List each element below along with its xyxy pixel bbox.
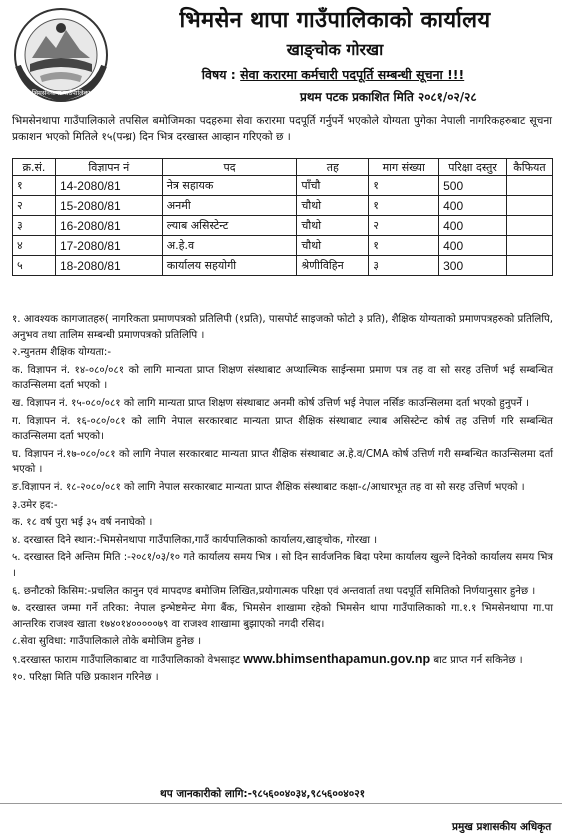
cell-count: १	[369, 176, 439, 196]
subject-text: सेवा करारमा कर्मचारी पदपूर्ति सम्बन्धी सूचना !!!	[240, 67, 465, 82]
form-availability	[12, 652, 553, 669]
cell-remark	[506, 176, 552, 196]
cell-fee: 400	[439, 216, 507, 236]
subject-prefix: विषय :	[201, 67, 241, 82]
officer-signature: प्रमुख प्रशासकीय अधिकृत	[452, 821, 552, 833]
cell-post: अ.हे.व	[162, 236, 297, 256]
publication-date: प्रथम पटक प्रकाशित मिति २०८१/०२/२८	[300, 90, 477, 104]
cell-post: ल्याब असिस्टेन्ट	[162, 216, 297, 236]
header-post: पद	[162, 159, 297, 176]
qualification-ga: ग. विज्ञापन नं. १६-०८०/०८१ को लागि नेपाल सरकारबाट मान्यता प्राप्त शैक्षिक संस्थाबाट ल्याब असिस्टेन्ट कोर्ष तह उत्तिर्ण गरि सम्बन्धित काउन्सिलमा दर्ता भएको।	[12, 415, 553, 443]
cell-level: पाँचौ	[297, 176, 369, 196]
cell-count: ३	[369, 256, 439, 276]
cell-level: चौथो	[297, 196, 369, 216]
divider	[0, 803, 562, 804]
header-level: तह	[297, 159, 369, 176]
cell-remark	[506, 216, 552, 236]
vacancy-table	[12, 158, 553, 276]
cell-fee: 300	[439, 256, 507, 276]
cell-count: १	[369, 196, 439, 216]
header-sn: क्र.सं.	[13, 159, 56, 176]
qualification-heading: २.न्युनतम शैक्षिक योग्यता:-	[12, 347, 112, 359]
office-location: खाङ्चोक गोरखा	[286, 40, 384, 59]
required-documents: १. आवश्यक कागजातहरु( नागरिकता प्रमाणपत्रको प्रतिलिपी (१प्रति), पासपोर्ट साइजको फोटो ३ प्रति), शैक्षिक योग्यताको प्रमाणपत्रहरुको प्रतिलिपि, अनुभव तथा तालिम सम्बन्धी प्रमाणपत्रको प्रतिलिपि ।	[12, 314, 553, 341]
payment-method: ७. दरखास्त जम्मा गर्ने तरिका: नेपाल इन्भेष्टमेन्ट मेगा बैंक, भिमसेन शाखामा रहेको भिमसेन थापा गाउँपालिकाको गा.१.१ भिमसेनथापा गा.पा आन्तरिक राजश्व खाता १७४०१४०००००७९ वा राजश्व शाखामा बुझाएको नगदी रसिद।	[12, 603, 553, 630]
intro-paragraph: भिमसेनथापा गाउँपालिकाले तपसिल बमोजिमका पदहरुमा सेवा करारमा पदपूर्ति गर्नुपर्ने भएकोले योग्यता पुगेका नेपाली नागरिकहरुबाट सूचना प्रकाशन भएको मितिले १५(पन्ध्र) दिन भित्र दरखास्त आव्हान गरिएको छ ।	[12, 115, 552, 143]
qualification-nga: ङ.विज्ञापन नं. १८-२०८०/०८१ को लागि नेपाल सरकारबाट मान्यता प्राप्त शैक्षिक संस्थाबाट कक्षा-८/आधारभूत तह वा सो सरह उत्तिर्ण भएको ।	[12, 481, 525, 493]
notice-body	[12, 312, 553, 688]
cell-count: २	[369, 216, 439, 236]
website-link[interactable]: www.bhimsenthapamun.gov.np	[243, 651, 431, 666]
header-ad-no: विज्ञापन नं	[55, 159, 162, 176]
form-text-pre: ९.दरखास्त फाराम गाउँपालिकाबाट वा गाउँपालिकाको वेभसाइट	[12, 654, 244, 666]
qualification-kha: ख. विज्ञापन नं. १५-०८०/०८१ को लागि मान्यता प्राप्त शिक्षण संस्थाबाट अनमी कोर्ष उत्तिर्ण भई नेपाल नर्सिङ काउन्सिलमा दर्ता भएको हुनुपर्ने ।	[12, 397, 530, 409]
cell-sn: ५	[13, 256, 56, 276]
table-row	[13, 236, 553, 256]
municipality-logo	[10, 6, 112, 104]
application-place: ४. दरखास्त दिने स्थान:-भिमसेनथापा गाउँपालिका,गाउँ कार्यपालिकाको कार्यालय,खाङ्चोक, गोरखा ।	[12, 534, 378, 546]
cell-ad-no: 16-2080/81	[55, 216, 162, 236]
cell-ad-no: 18-2080/81	[55, 256, 162, 276]
age-limit: क. १८ वर्ष पुरा भई ३५ वर्ष ननाघेको ।	[12, 517, 153, 529]
table-row	[13, 216, 553, 236]
cell-sn: ३	[13, 216, 56, 236]
cell-post: नेत्र सहायक	[162, 176, 297, 196]
header-remark: कैफियत	[506, 159, 552, 176]
qualification-ka: क. विज्ञापन नं. १४-०८०/०८१ को लागि मान्यता प्राप्त शिक्षण संस्थाबाट अप्थाल्मिक साईन्समा प्रमाण पत्र तह वा सो सरह उत्तिर्ण भई सम्बन्धित काउन्सिलमा दर्ता भएको ।	[12, 364, 553, 392]
cell-sn: १	[13, 176, 56, 196]
cell-sn: ४	[13, 236, 56, 256]
header-fee: परिक्षा दस्तुर	[439, 159, 507, 176]
office-title: भिमसेन थापा गाउँपालिकाको कार्यालय	[179, 8, 491, 33]
cell-level: चौथो	[297, 236, 369, 256]
cell-fee: 500	[439, 176, 507, 196]
letterhead	[0, 0, 562, 108]
header-count: माग संख्या	[369, 159, 439, 176]
cell-sn: २	[13, 196, 56, 216]
exam-date-note: १०. परिक्षा मिति पछि प्रकाशन गरिनेछ ।	[12, 672, 159, 684]
table-header-row	[13, 159, 553, 176]
application-deadline: ५. दरखास्त दिने अन्तिम मिति :-२०८१/०३/१० गते कार्यालय समय भित्र । सो दिन सार्वजनिक बिदा परेमा कार्यालय खुल्ने दिनेको कार्यालय समय भित्र ।	[12, 552, 553, 579]
cell-ad-no: 14-2080/81	[55, 176, 162, 196]
form-text-post: बाट प्राप्त गर्न सकिनेछ ।	[430, 654, 523, 666]
age-heading: ३.उमेर हद:-	[12, 499, 58, 511]
cell-ad-no: 15-2080/81	[55, 196, 162, 216]
table-row	[13, 256, 553, 276]
cell-post: कार्यालय सहयोगी	[162, 256, 297, 276]
cell-post: अनमी	[162, 196, 297, 216]
selection-method: ६. छनौटको किसिम:-प्रचलित कानुन एवं मापदण्ड बमोजिम लिखित,प्रयोगात्मक परिक्षा एवं अन्तवार्ता तथा पदपूर्ति समितिको निर्णयानुसार हुनेछ ।	[12, 585, 536, 597]
table-row	[13, 196, 553, 216]
cell-remark	[506, 256, 552, 276]
cell-level: चौथो	[297, 216, 369, 236]
benefits: ८.सेवा सुविधा: गाउँपालिकाले तोके बमोजिम हुनेछ ।	[12, 636, 202, 648]
qualification-gha: घ. विज्ञापन नं.१७-०८०/०८१ को लागि नेपाल सरकारबाट मान्यता प्राप्त शैक्षिक संस्थाबाट अ.हे.व/CMA कोर्ष उत्तिर्ण गरी सम्बन्धित काउन्सिलमा दर्ता भएको ।	[12, 448, 553, 476]
cell-level: श्रेणीविहिन	[297, 256, 369, 276]
cell-ad-no: 17-2080/81	[55, 236, 162, 256]
cell-count: १	[369, 236, 439, 256]
svg-text:भिमसेनथापा गाउँपालिका: भिमसेनथापा गाउँपालिका	[31, 89, 91, 97]
cell-remark	[506, 196, 552, 216]
contact-numbers: थप जानकारीको लागि:-९८५६००४०३४,९८५६००४०२१	[160, 788, 366, 800]
cell-fee: 400	[439, 196, 507, 216]
table-row	[13, 176, 553, 196]
notice-subject	[110, 66, 556, 83]
cell-fee: 400	[439, 236, 507, 256]
cell-remark	[506, 236, 552, 256]
